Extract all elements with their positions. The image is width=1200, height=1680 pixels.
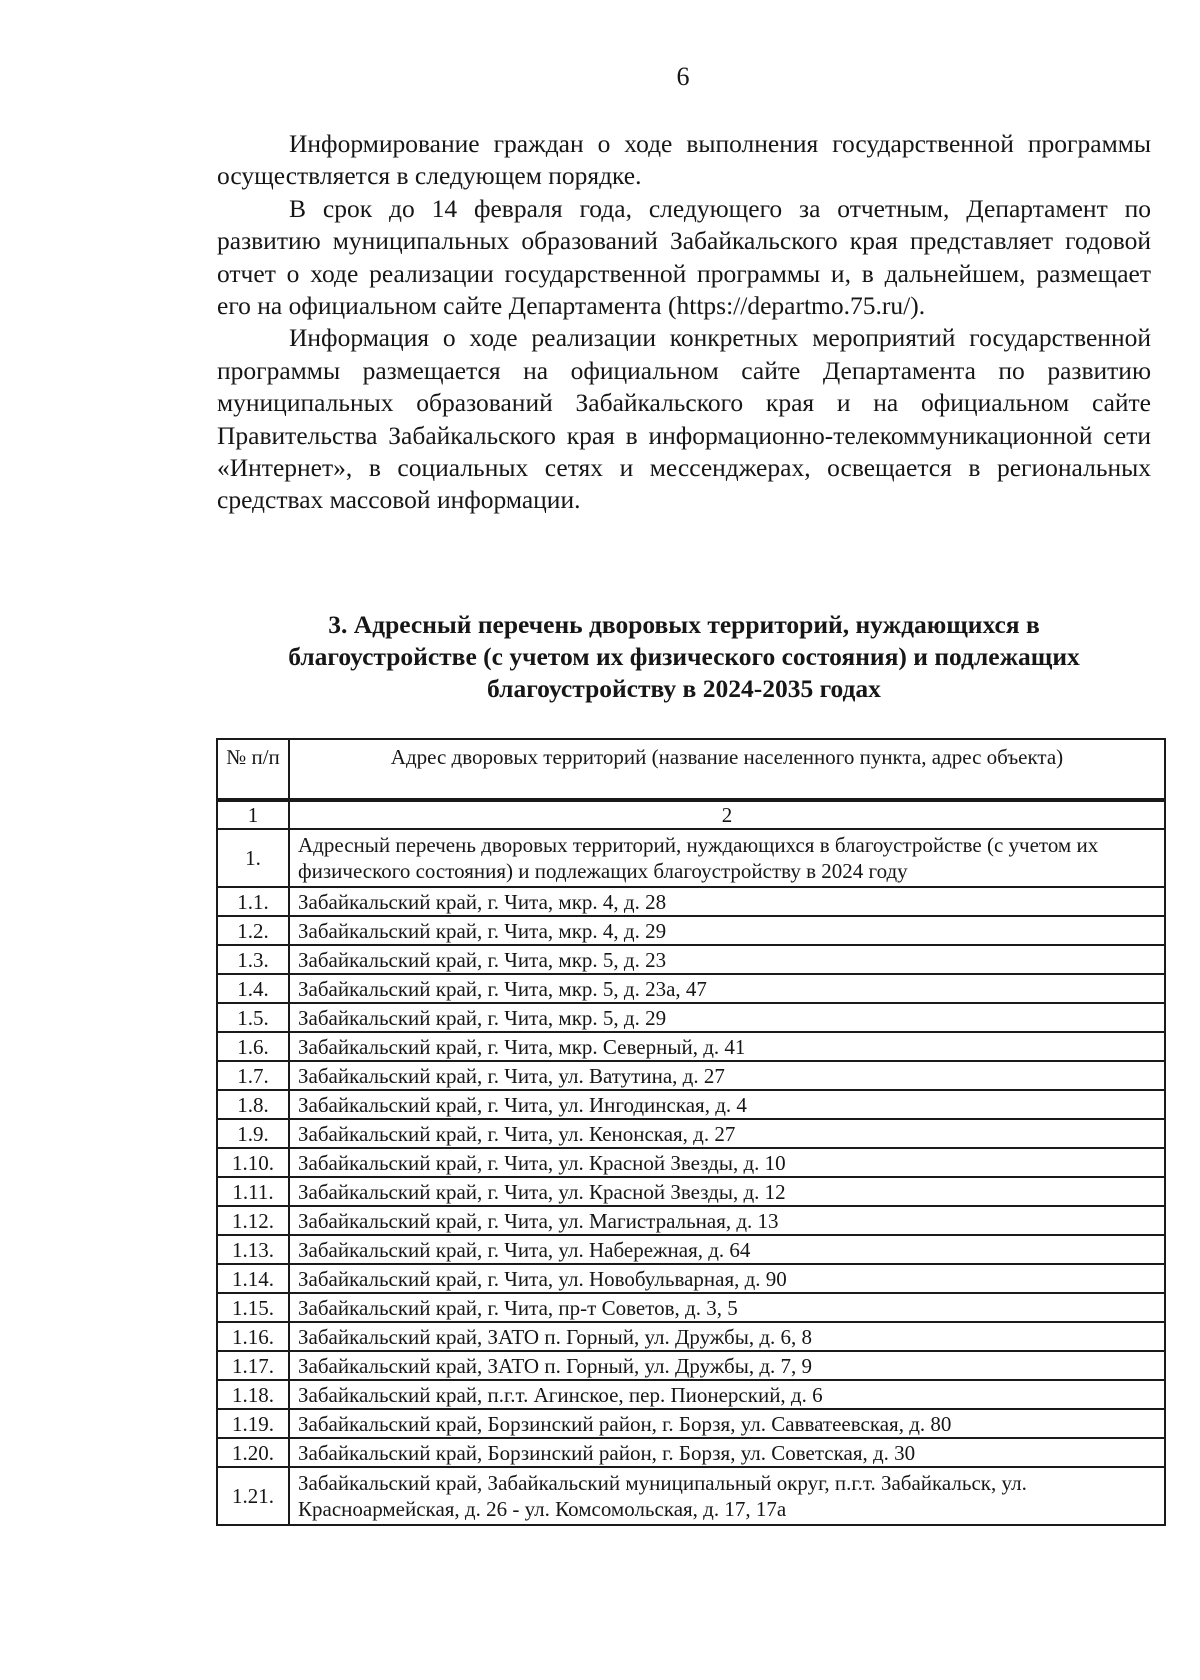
section-title-line: благоустройству в 2024-2035 годах bbox=[487, 674, 881, 703]
row-number-cell: 1.3. bbox=[217, 945, 289, 974]
row-number-cell: 1.1. bbox=[217, 887, 289, 916]
page-number: 6 bbox=[676, 62, 690, 91]
row-address-cell: Забайкальский край, Забайкальский муниципальный округ, п.г.т. Забайкальск, ул. Красноармейская, д. 26 - ул. Комсомольская, д. 17, 17а bbox=[289, 1467, 1165, 1525]
table-row bbox=[217, 1438, 1165, 1467]
group-text-cell: Адресный перечень дворовых территорий, нуждающихся в благоустройстве (с учетом их физического состояния) и подлежащих благоустройству в 2024 году bbox=[289, 829, 1165, 887]
table-row bbox=[217, 1119, 1165, 1148]
header-num-cell: № п/п bbox=[217, 739, 289, 800]
table-row bbox=[217, 1148, 1165, 1177]
section-title bbox=[217, 609, 1151, 705]
row-address-cell: Забайкальский край, г. Чита, ул. Красной Звезды, д. 12 bbox=[289, 1177, 1165, 1206]
row-address-cell: Забайкальский край, г. Чита, ул. Ватутина, д. 27 bbox=[289, 1061, 1165, 1090]
row-address-cell: Забайкальский край, г. Чита, ул. Магистральная, д. 13 bbox=[289, 1206, 1165, 1235]
row-address-cell: Забайкальский край, г. Чита, ул. Кенонская, д. 27 bbox=[289, 1119, 1165, 1148]
table-row bbox=[217, 1380, 1165, 1409]
row-number-cell: 1.5. bbox=[217, 1003, 289, 1032]
row-address-cell: Забайкальский край, г. Чита, мкр. 5, д. 23 bbox=[289, 945, 1165, 974]
table-row bbox=[217, 1322, 1165, 1351]
row-address-cell: Забайкальский край, Борзинский район, г. Борзя, ул. Советская, д. 30 bbox=[289, 1438, 1165, 1467]
body-text bbox=[217, 128, 1151, 517]
column-numbers-row bbox=[217, 800, 1165, 829]
row-number-cell: 1.14. bbox=[217, 1264, 289, 1293]
table-row bbox=[217, 916, 1165, 945]
paragraph-information: Информация о ходе реализации конкретных мероприятий государственной программы размещается на официальном сайте Департамента по развитию муниципальных образований Забайкальского края и на официальном сайте Правительства Забайкальского края в информационно-телекоммуникационной сети «Интернет», в социальных сетях и мессенджерах, освещается в региональных средствах массовой информации. bbox=[217, 323, 1151, 515]
row-number-cell: 1.18. bbox=[217, 1380, 289, 1409]
row-number-cell: 1.15. bbox=[217, 1293, 289, 1322]
row-address-cell: Забайкальский край, г. Чита, мкр. Северный, д. 41 bbox=[289, 1032, 1165, 1061]
table-row bbox=[217, 1409, 1165, 1438]
table-row bbox=[217, 1032, 1165, 1061]
row-address-cell: Забайкальский край, Борзинский район, г. Борзя, ул. Савватеевская, д. 80 bbox=[289, 1409, 1165, 1438]
row-number-cell: 1.21. bbox=[217, 1467, 289, 1525]
row-number-cell: 1.11. bbox=[217, 1177, 289, 1206]
table-row bbox=[217, 1206, 1165, 1235]
row-address-cell: Забайкальский край, ЗАТО п. Горный, ул. Дружбы, д. 7, 9 bbox=[289, 1351, 1165, 1380]
row-address-cell: Забайкальский край, г. Чита, пр-т Советов, д. 3, 5 bbox=[289, 1293, 1165, 1322]
row-address-cell: Забайкальский край, ЗАТО п. Горный, ул. Дружбы, д. 6, 8 bbox=[289, 1322, 1165, 1351]
table-row bbox=[217, 1351, 1165, 1380]
row-address-cell: Забайкальский край, г. Чита, ул. Ингодинская, д. 4 bbox=[289, 1090, 1165, 1119]
row-address-cell: Забайкальский край, г. Чита, мкр. 5, д. 29 bbox=[289, 1003, 1165, 1032]
section-title-line: 3. Адресный перечень дворовых территорий, нуждающихся в bbox=[328, 610, 1040, 639]
table-row bbox=[217, 945, 1165, 974]
table-row bbox=[217, 1235, 1165, 1264]
table-row bbox=[217, 887, 1165, 916]
table-row bbox=[217, 1293, 1165, 1322]
address-table bbox=[216, 738, 1166, 1526]
paragraph-informing: Информирование граждан о ходе выполнения государственной программы осуществляется в следующем порядке. bbox=[217, 129, 1151, 191]
row-number-cell: 1.16. bbox=[217, 1322, 289, 1351]
row-number-cell: 1.12. bbox=[217, 1206, 289, 1235]
row-number-cell: 1.6. bbox=[217, 1032, 289, 1061]
row-address-cell: Забайкальский край, г. Чита, мкр. 4, д. 28 bbox=[289, 887, 1165, 916]
row-address-cell: Забайкальский край, г. Чита, мкр. 5, д. 23а, 47 bbox=[289, 974, 1165, 1003]
table-row bbox=[217, 1090, 1165, 1119]
table-header-row bbox=[217, 739, 1165, 800]
row-address-cell: Забайкальский край, г. Чита, ул. Красной Звезды, д. 10 bbox=[289, 1148, 1165, 1177]
table-row bbox=[217, 1061, 1165, 1090]
row-number-cell: 1.9. bbox=[217, 1119, 289, 1148]
table-row bbox=[217, 1177, 1165, 1206]
row-number-cell: 1.10. bbox=[217, 1148, 289, 1177]
row-number-cell: 1.13. bbox=[217, 1235, 289, 1264]
paragraph-annual-report: В срок до 14 февраля года, следующего за отчетным, Департамент по развитию муниципальных образований Забайкальского края представляет годовой отчет о ходе реализации государственной программы и, в дальнейшем, размещает его на официальном сайте Департамента (https://departmo.75.ru/). bbox=[217, 193, 1151, 321]
row-number-cell: 1.7. bbox=[217, 1061, 289, 1090]
header-address-cell: Адрес дворовых территорий (название населенного пункта, адрес объекта) bbox=[289, 739, 1165, 800]
row-number-cell: 1.17. bbox=[217, 1351, 289, 1380]
row-address-cell: Забайкальский край, п.г.т. Агинское, пер. Пионерский, д. 6 bbox=[289, 1380, 1165, 1409]
table-row bbox=[217, 1467, 1165, 1525]
row-number-cell: 1.8. bbox=[217, 1090, 289, 1119]
row-number-cell: 1.2. bbox=[217, 916, 289, 945]
group-num-cell: 1. bbox=[217, 829, 289, 887]
group-row bbox=[217, 829, 1165, 887]
column-number-cell: 1 bbox=[217, 800, 289, 829]
table-row bbox=[217, 1003, 1165, 1032]
table-row bbox=[217, 974, 1165, 1003]
column-number-cell: 2 bbox=[289, 800, 1165, 829]
row-number-cell: 1.4. bbox=[217, 974, 289, 1003]
row-number-cell: 1.19. bbox=[217, 1409, 289, 1438]
row-number-cell: 1.20. bbox=[217, 1438, 289, 1467]
row-address-cell: Забайкальский край, г. Чита, ул. Новобульварная, д. 90 bbox=[289, 1264, 1165, 1293]
row-address-cell: Забайкальский край, г. Чита, ул. Набережная, д. 64 bbox=[289, 1235, 1165, 1264]
row-address-cell: Забайкальский край, г. Чита, мкр. 4, д. 29 bbox=[289, 916, 1165, 945]
section-title-line: благоустройстве (с учетом их физического состояния) и подлежащих bbox=[288, 642, 1080, 671]
table-row bbox=[217, 1264, 1165, 1293]
